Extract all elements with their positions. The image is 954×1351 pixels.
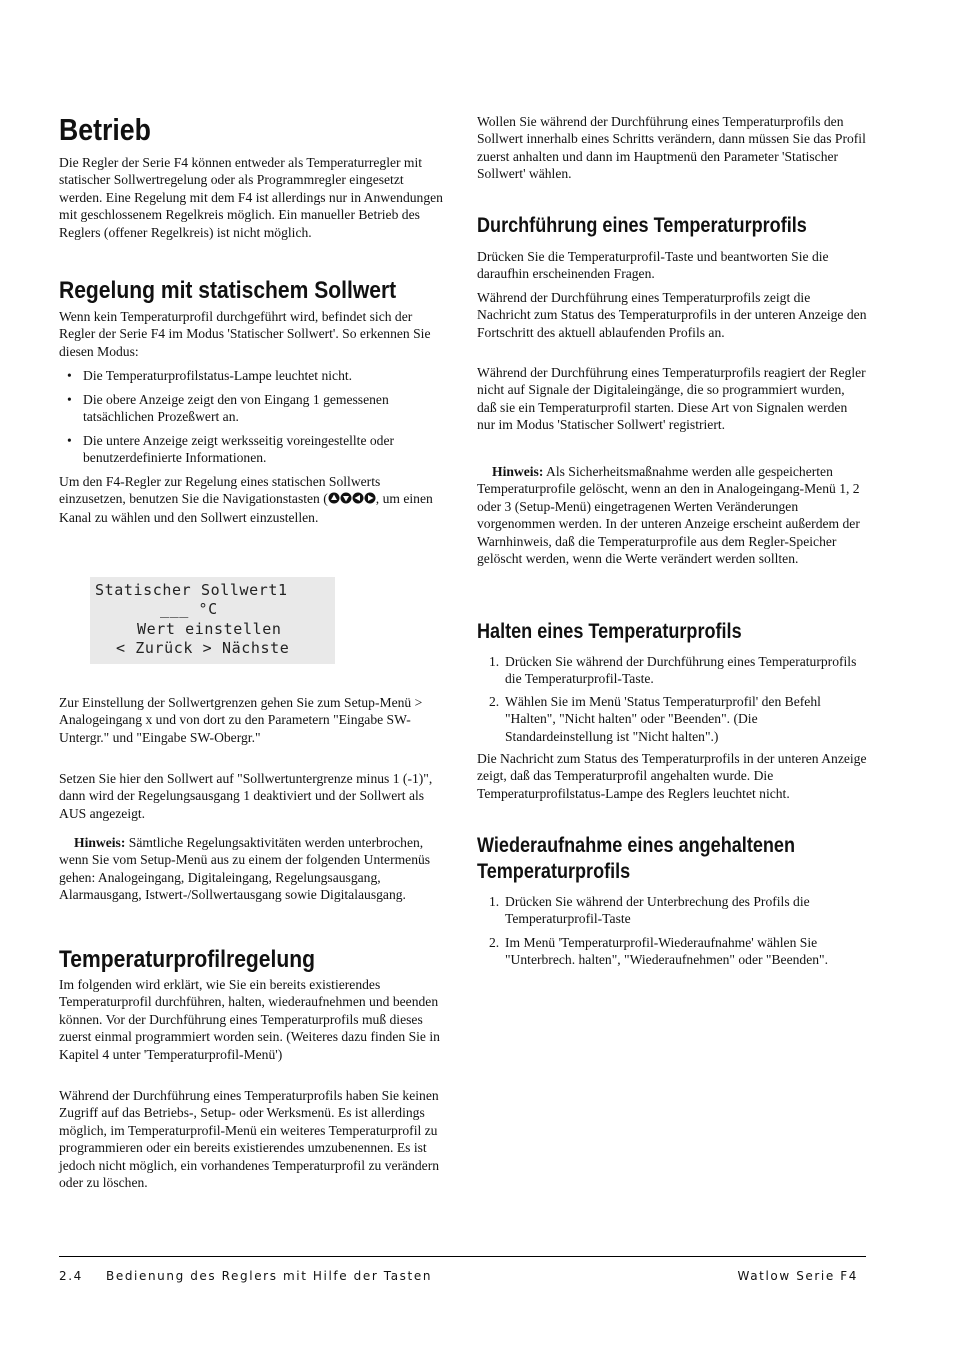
numbered-list-item: 2. Im Menü 'Temperaturprofil-Wiederaufnahme' wählen Sie "Unterbrech. halten", "Wiederaufnehmen" oder "Beenden".: [489, 935, 828, 968]
navigation-keys-paragraph: Um den F4-Regler zur Regelung eines statischen Sollwerts einzusetzen, benutzen Sie die Navigationstasten ( , um einen Kanal zu wählen und den Sollwert einzustellen.: [59, 474, 433, 525]
profile-control-access: Während der Durchführung eines Temperaturprofils haben Sie keinen Zugriff auf das Betriebs-, Setup- oder Werksmenü. Es ist allerdings möglich, im Temperaturprofil-Menü ein weiteres Temperaturprofil zu programmieren oder ein bereits existierendes umzubenennen. Es ist jedoch nicht möglich, ein vorhandenes Temperaturprofil zu verändern oder zu löschen.: [59, 1088, 440, 1191]
numbered-list-item: 1. Drücken Sie während der Unterbrechung des Profils die Temperaturprofil-Taste: [489, 894, 810, 927]
footer-chapter-title: Bedienung des Reglers mit Hilfe der Tasten: [106, 1269, 433, 1283]
bullet-list-item: • Die Temperaturprofilstatus-Lampe leuchtet nicht.: [67, 368, 353, 383]
section-heading-hold-profile: Halten eines Temperaturprofils: [477, 620, 742, 643]
run-profile-paragraph-1: Drücken Sie die Temperaturprofil-Taste und beantworten Sie die daraufhin erscheinenden Fragen.: [477, 249, 829, 282]
display-line-4: < Zurück > Nächste: [116, 639, 290, 657]
controller-display: [90, 577, 335, 664]
bullet-list-item: • Die untere Anzeige zeigt werksseitig voreingestellte oder benutzerdefinierte Informationen.: [67, 433, 395, 466]
display-line-1: Statischer Sollwert1: [95, 581, 288, 599]
bullet-list-item: • Die obere Anzeige zeigt den von Eingang 1 gemessenen tatsächlichen Prozeßwert an.: [67, 392, 389, 425]
note-label: Hinweis:: [492, 464, 544, 479]
note-paragraph: Hinweis: Sämtliche Regelungsaktivitäten werden unterbrochen, wenn Sie vom Setup-Menü aus zu einem der folgenden Untermenüs gehen: Analogeingang, Digitaleingang, Regelungsausgang, Alarmausgang, Istwert-/Sollwertausgang sowie Digitalausgang.: [59, 835, 431, 903]
setpoint-limits-paragraph: Zur Einstellung der Sollwertgrenzen gehen Sie zum Setup-Menü > Analogeingang x und von dort zu den Parametern "Eingabe SW-Untergr." und "Eingabe SW-Obergr.": [59, 695, 423, 745]
note-label: Hinweis:: [74, 835, 126, 850]
run-profile-paragraph-2: Während der Durchführung eines Temperaturprofils zeigt die Nachricht zum Status des Temperaturprofils in der unteren Anzeige den Fortschritt des aktuell ablaufenden Profils an.: [477, 290, 867, 340]
setpoint-off-paragraph: Setzen Sie hier den Sollwert auf "Sollwertuntergrenze minus 1 (-1)", dann wird der Regelungsausgang 1 deaktiviert und der Sollwert als AUS angezeigt.: [59, 771, 433, 821]
footer-page-number: 2.4: [59, 1269, 83, 1283]
profile-control-intro: Im folgenden wird erklärt, wie Sie ein bereits existierendes Temperaturprofil durchführen, halten, wiederaufnehmen und beenden können. Vor der Durchführung eines Temperaturprofils muß dieses zuerst einmal programmiert worden sein. (Weiteres dazu finden Sie in Kapitel 4 unter 'Temperaturprofil-Menü'): [59, 977, 440, 1062]
intro-paragraph: Die Regler der Serie F4 können entweder als Temperaturregler mit statischer Sollwertregelung oder als Programmregler eingesetzt werden. Eine Regelung mit dem F4 ist allerdings nur in Anwendungen mit geschlossenem Regelkreis möglich. Ein manueller Betrieb des Reglers (offener Regelkreis) ist nicht möglich.: [59, 155, 443, 240]
footer-divider: [59, 1256, 866, 1257]
section-heading-static-setpoint: Regelung mit statischem Sollwert: [59, 277, 397, 304]
run-profile-paragraph-3: Während der Durchführung eines Temperaturprofils reagiert der Regler nicht auf Signale der Digitaleingänge, die so programmiert wurden, daß sie ein Temperaturprofil starten. Diese Art von Signalen werden nur im Modus 'Statischer Sollwert' registriert.: [477, 365, 866, 433]
display-line-3: Wert einstellen: [137, 620, 282, 638]
display-line-2: ___ °C: [160, 600, 218, 618]
section-heading-profile-control: Temperaturprofilregelung: [59, 946, 315, 973]
page-title: Betrieb: [59, 112, 151, 147]
navigation-keys-icons: [328, 491, 376, 508]
hold-profile-paragraph: Die Nachricht zum Status des Temperaturprofils in der unteren Anzeige zeigt, daß das Temperaturprofil angehalten wurde. Die Temperaturprofilstatus-Lampe des Reglers leuchtet nicht.: [477, 751, 867, 801]
setpoint-change-paragraph: Wollen Sie während der Durchführung eines Temperaturprofils den Sollwert innerhalb eines Schritts verändern, dann müssen Sie das Profil zuerst anhalten und dann im Hauptmenü den Parameter 'Statischer Sollwert' wählen.: [477, 114, 866, 182]
numbered-list-item: 2. Wählen Sie im Menü 'Status Temperaturprofil' den Befehl "Halten", "Nicht halten" oder "Beenden". (Die Standardeinstellung ist "Nicht halten".): [489, 694, 821, 744]
footer-product-name: Watlow Serie F4: [737, 1269, 858, 1283]
section-heading-run-profile: Durchführung eines Temperaturprofils: [477, 214, 807, 237]
static-setpoint-intro: Wenn kein Temperaturprofil durchgeführt wird, befindet sich der Regler der Serie F4 im Modus 'Statischer Sollwert'. So erkennen Sie diesen Modus:: [59, 309, 431, 359]
numbered-list-item: 1. Drücken Sie während der Durchführung eines Temperaturprofils die Temperaturprofil-Taste.: [489, 654, 857, 687]
section-heading-resume-profile: Wiederaufnahme eines angehaltenen Temperaturprofils: [477, 834, 795, 883]
note-paragraph: Hinweis: Als Sicherheitsmaßnahme werden alle gespeicherten Temperaturprofile gelöscht, wenn an den in Analogeingang-Menü 1, 2 oder 3 (Setup-Menü) eingetragenen Werten Veränderungen vorgenommen werden. In der unteren Anzeige erscheint außerdem der Warnhinweis, daß die Temperaturprofile aus dem Regler-Speicher gelöscht werden, wenn die Werte verändert werden sollten.: [477, 464, 860, 567]
